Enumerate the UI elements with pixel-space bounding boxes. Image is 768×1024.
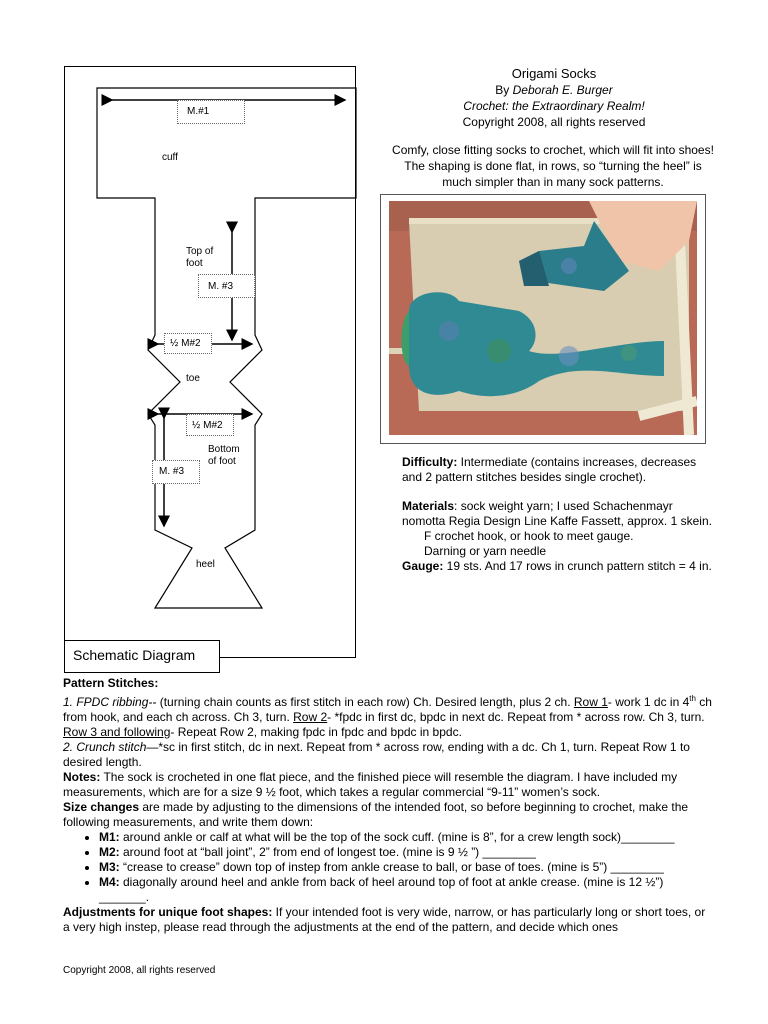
toe-label: toe	[186, 373, 200, 384]
crunch-paragraph	[63, 740, 713, 770]
adjust-text: If your intended foot is very wide, narrow, or has particularly long or short toes, or a very high instep, please read through the adjustments at the end of the pattern, and decide which ones	[63, 905, 706, 934]
adjust-label: Adjustments for unique foot shapes:	[63, 905, 273, 919]
fpdc-paragraph	[63, 691, 713, 740]
list-item	[99, 875, 713, 905]
materials-text: : sock weight yarn; I used Schachenmayr nomotta Regia Design Line Kaffe Fassett, approx. 1 skein.	[402, 499, 712, 528]
m4-text: diagonally around heel and ankle from back of heel around top of foot at ankle crease. (mine is 12 ½”) _______.	[99, 875, 664, 904]
m4-label-text: M4:	[99, 875, 120, 889]
materials-line	[402, 499, 714, 529]
gauge-line	[402, 559, 714, 574]
notes-label: Notes:	[63, 770, 101, 784]
footer-copyright: Copyright 2008, all rights reserved	[63, 965, 216, 976]
intro-text: Comfy, close fitting socks to crochet, which will fit into shoes! The shaping is done flat, in rows, so “turning the heel” is much simpler than in many sock patterns.	[392, 143, 714, 189]
difficulty-text: Intermediate (contains increases, decreases and 2 pattern stitches besides single crochet).	[402, 455, 697, 484]
m3-text: “crease to crease” down top of instep from ankle crease to ball, or base of toes. (mine is 5”) ________	[119, 860, 664, 874]
list-item	[99, 860, 713, 875]
list-item	[99, 845, 713, 860]
schematic-caption: Schematic Diagram	[64, 640, 220, 673]
materials-label: Materials	[402, 499, 455, 513]
gauge-label: Gauge:	[402, 559, 444, 573]
photo-frame	[380, 194, 706, 444]
fpdc-text-a: (turning chain counts as first stitch in each row) Ch. Desired length, plus 2 ch.	[156, 695, 574, 709]
details-block	[402, 455, 714, 574]
m1-label-text: M1:	[99, 830, 120, 844]
byline-prefix: By	[495, 83, 513, 97]
fpdc-text-e: - Repeat Row 2, making fpdc in fpdc and bpdc in bpdc.	[170, 725, 462, 739]
half-m2-top-label: ½ M#2	[164, 333, 212, 354]
bottom-of-foot-label-1: Bottom	[208, 444, 240, 455]
top-of-foot-label-2: foot	[186, 258, 203, 269]
row2-label: Row 2	[293, 710, 328, 724]
difficulty-label: Difficulty:	[402, 455, 458, 469]
fpdc-text-d: - *fpdc in first dc, bpdc in next dc. Repeat from * across row. Ch 3, turn.	[327, 710, 705, 724]
pattern-header	[384, 66, 724, 130]
heel-label: heel	[196, 559, 215, 570]
pattern-title: Origami Socks	[511, 66, 597, 81]
gauge-text: 19 sts. And 17 rows in crunch pattern stitch = 4 in.	[443, 559, 712, 573]
notes-text: The sock is crocheted in one flat piece, and the finished piece will resemble the diagram. I have included my measurements, which are for a size 9 ½ foot, which takes a regular commercial “9-11” women’s sock.	[63, 770, 678, 799]
crunch-name: 2. Crunch stitch	[63, 740, 147, 754]
fpdc-text-c: ch from hook, and each ch across. Ch 3, turn.	[63, 695, 712, 724]
row1-label: Row 1	[573, 695, 608, 709]
pattern-body	[63, 676, 713, 935]
stitches-heading: Pattern Stitches:	[63, 676, 159, 690]
size-paragraph	[63, 800, 713, 830]
notes-paragraph	[63, 770, 713, 800]
superscript-th: th	[689, 694, 696, 703]
needle-line: Darning or yarn needle	[424, 544, 547, 558]
m2-label-text: M2:	[99, 845, 120, 859]
size-label: Size changes	[63, 800, 140, 814]
fpdc-text-b: - work 1 dc in 4	[607, 695, 690, 709]
adjust-paragraph	[63, 905, 713, 935]
m3-bottom-label: M. #3	[152, 460, 200, 484]
author-name: Deborah E. Burger	[512, 83, 613, 97]
sock-outline-path	[97, 88, 356, 608]
hook-line: F crochet hook, or hook to meet gauge.	[424, 529, 634, 543]
m1-text: around ankle or calf at what will be the top of the sock cuff. (mine is 8”, for a crew length sock)________	[119, 830, 675, 844]
difficulty-line	[402, 455, 714, 485]
list-item	[99, 830, 713, 845]
byline	[384, 82, 724, 98]
m1-label: M.#1	[177, 100, 245, 124]
header-copyright: Copyright 2008, all rights reserved	[462, 115, 646, 129]
crunch-text: —*sc in first stitch, dc in next. Repeat from * across row, ending with a dc. Ch 1, turn. Repeat Row 1 to desired length.	[63, 740, 690, 769]
socks-photo	[389, 201, 697, 435]
size-text: are made by adjusting to the dimensions of the intended foot, so before beginning to crochet, make the following measurements, and write them down:	[63, 800, 689, 829]
half-m2-bottom-label: ½ M#2	[186, 414, 234, 436]
row3-label: Row 3 and following	[63, 725, 171, 739]
cuff-label: cuff	[162, 152, 178, 163]
m2-text: around foot at “ball joint”, 2” from end of longest toe. (mine is 9 ½ ”) ________	[119, 845, 536, 859]
measurement-list	[63, 830, 713, 905]
book-title: Crochet: the Extraordinary Realm!	[463, 99, 645, 113]
sock-outline	[97, 0, 356, 88]
m3-label-text: M3:	[99, 860, 120, 874]
fpdc-name: 1. FPDC ribbing--	[63, 695, 157, 709]
m3-top-label: M. #3	[198, 274, 255, 298]
bottom-of-foot-label-2: of foot	[208, 456, 236, 467]
top-of-foot-label-1: Top of	[186, 246, 214, 257]
